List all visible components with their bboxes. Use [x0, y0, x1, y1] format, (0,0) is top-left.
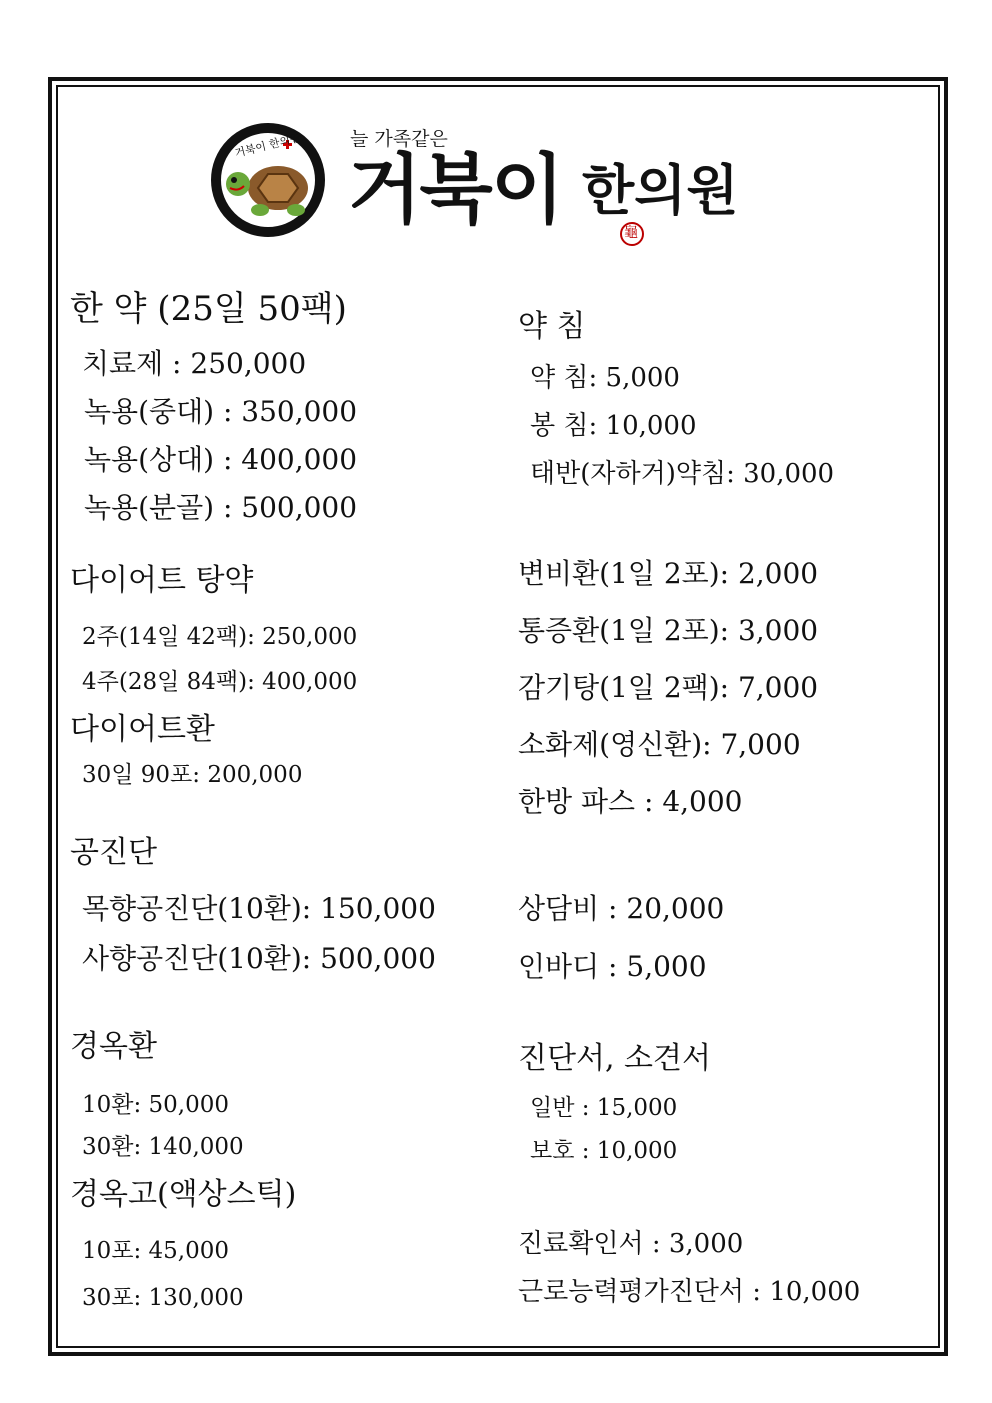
- yakchim-item: 약 침: 5,000: [530, 363, 680, 393]
- hanyak-item: 녹용(상대) : 400,000: [84, 443, 358, 476]
- yakchim-title: 약 침: [518, 309, 586, 344]
- seal-text: 龜: [624, 225, 638, 241]
- docs-item: 일반 : 15,000: [530, 1095, 678, 1121]
- gongjin-item: 사향공진단(10환): 500,000: [82, 942, 436, 975]
- docs-title: 진단서, 소견서: [518, 1041, 711, 1076]
- cert-item: 근로능력평가진단서 : 10,000: [518, 1277, 861, 1307]
- gyeongok-go-item: 30포: 130,000: [82, 1285, 244, 1311]
- misc-item: 변비환(1일 2포): 2,000: [518, 557, 819, 590]
- tagline: 늘 가족같은: [350, 128, 448, 150]
- consult-item: 인바디 : 5,000: [518, 950, 707, 983]
- gyeongok-hwan-item: 10환: 50,000: [82, 1092, 230, 1118]
- yakchim-item: 봉 침: 10,000: [530, 411, 697, 441]
- diet-tang-item: 4주(28일 84팩): 400,000: [82, 669, 358, 695]
- gyeongok-go-title: 경옥고(액상스틱): [70, 1177, 297, 1212]
- hanyak-item: 녹용(분골) : 500,000: [84, 491, 358, 524]
- clinic-logo: [200, 122, 800, 250]
- gongjin-item: 목향공진단(10환): 150,000: [82, 892, 436, 925]
- misc-item: 소화제(영신환): 7,000: [518, 728, 801, 761]
- hanyak-title: 한 약 (25일 50팩): [70, 289, 347, 329]
- misc-item: 한방 파스 : 4,000: [518, 785, 743, 818]
- gyeongok-hwan-item: 30환: 140,000: [82, 1134, 244, 1160]
- gyeongok-hwan-title: 경옥환: [70, 1029, 157, 1064]
- cert-item: 진료확인서 : 3,000: [518, 1229, 744, 1259]
- gyeongok-go-item: 10포: 45,000: [82, 1238, 230, 1264]
- clinic-name-bold: 거북이: [348, 145, 563, 234]
- misc-item: 통증환(1일 2포): 3,000: [518, 614, 819, 647]
- yakchim-item: 태반(자하거)약침: 30,000: [530, 459, 835, 489]
- clinic-name-rest: 한의원: [582, 159, 739, 222]
- hanyak-item: 녹용(중대) : 350,000: [84, 395, 358, 428]
- docs-item: 보호 : 10,000: [530, 1138, 678, 1164]
- emblem-text: 거북이 한의원: [233, 131, 302, 160]
- misc-item: 감기탕(1일 2팩): 7,000: [518, 671, 819, 704]
- gongjin-title: 공진단: [70, 835, 157, 870]
- consult-item: 상담비 : 20,000: [518, 892, 725, 925]
- diet-hwan-item: 30일 90포: 200,000: [82, 762, 303, 788]
- diet-tang-item: 2주(14일 42팩): 250,000: [82, 624, 358, 650]
- diet-hwan-title: 다이어트환: [70, 712, 215, 747]
- hanyak-item: 치료제 : 250,000: [82, 347, 307, 380]
- diet-tang-title: 다이어트 탕약: [70, 563, 254, 598]
